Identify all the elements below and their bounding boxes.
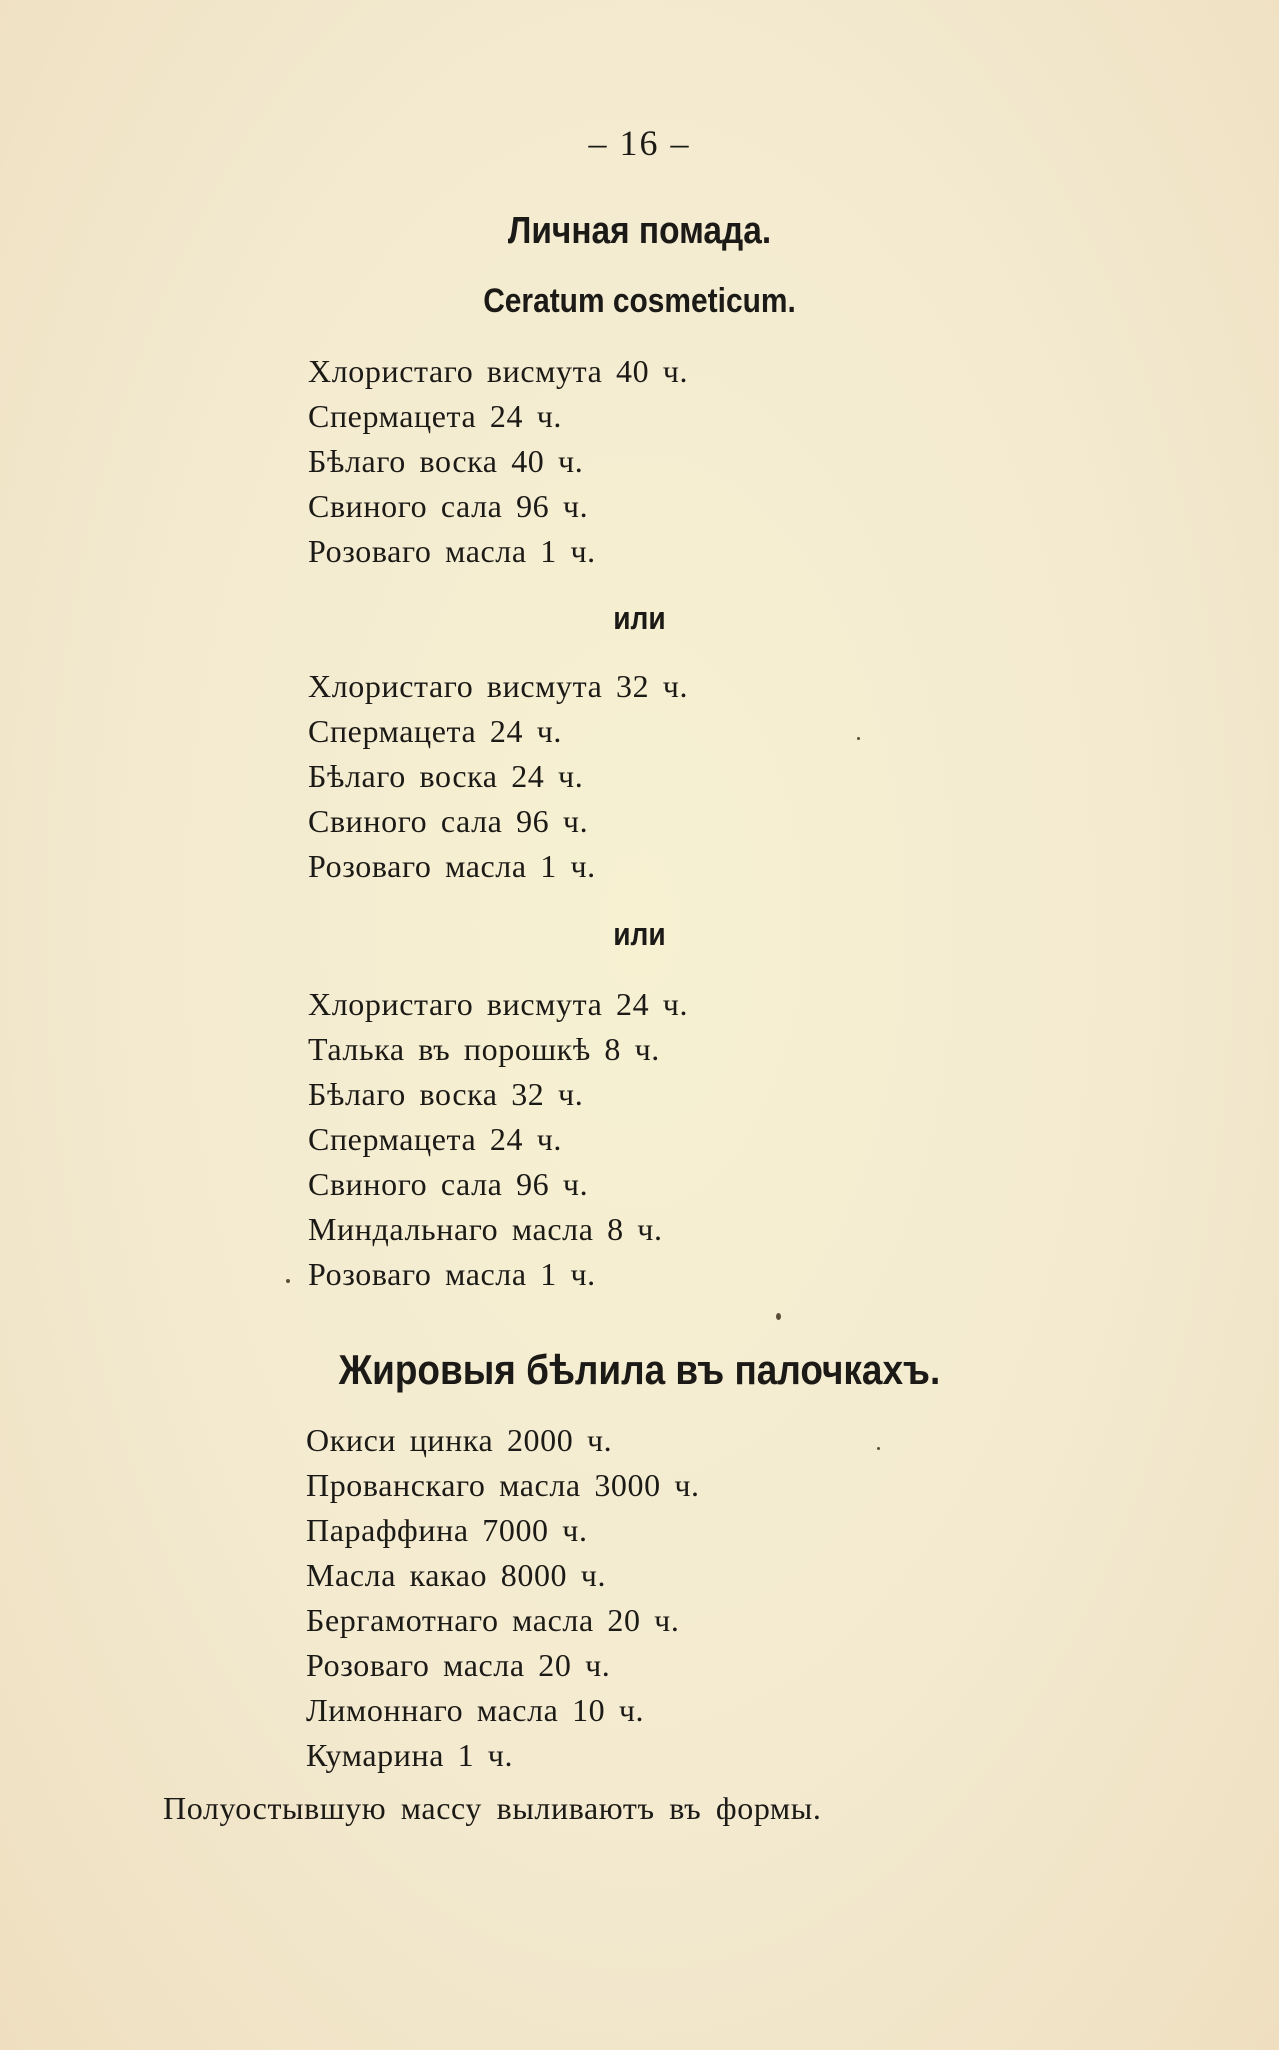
ingredient-line: Бѣлаго воска 32 ч. bbox=[308, 1076, 584, 1112]
or-divider: или bbox=[613, 916, 666, 952]
ingredient-line: Прованскаго масла 3000 ч. bbox=[306, 1467, 700, 1503]
recipe-list-2 bbox=[308, 664, 688, 889]
instruction-note: Полуостывшую массу выливаютъ въ формы. bbox=[163, 1790, 822, 1826]
or-divider: или bbox=[613, 600, 666, 636]
ingredient-line: Розоваго масла 20 ч. bbox=[306, 1647, 611, 1683]
ingredient-line: Параффина 7000 ч. bbox=[306, 1512, 588, 1548]
ingredient-line: Хлористаго висмута 40 ч. bbox=[308, 353, 689, 389]
ingredient-line: Миндальнаго масла 8 ч. bbox=[308, 1211, 663, 1247]
ingredient-line: Спермацета 24 ч. bbox=[308, 713, 563, 749]
recipe-list-3 bbox=[308, 982, 688, 1297]
page-number: – 16 – bbox=[588, 123, 691, 163]
ingredient-line: Лимоннаго масла 10 ч. bbox=[306, 1692, 645, 1728]
ingredient-line: Бергамотнаго масла 20 ч. bbox=[306, 1602, 680, 1638]
paper-speck bbox=[776, 1313, 781, 1320]
ingredient-line: Свиного сала 96 ч. bbox=[308, 1166, 589, 1202]
ingredient-line: Свиного сала 96 ч. bbox=[308, 488, 589, 524]
ingredient-line: Розоваго масла 1 ч. bbox=[308, 1256, 596, 1292]
paper-speck bbox=[286, 1279, 290, 1283]
ingredient-line: Спермацета 24 ч. bbox=[308, 398, 563, 434]
ingredient-line: Хлористаго висмута 32 ч. bbox=[308, 668, 689, 704]
ingredient-line: Окиси цинка 2000 ч. bbox=[306, 1422, 613, 1458]
ingredient-line: Бѣлаго воска 24 ч. bbox=[308, 758, 584, 794]
recipe-list-1 bbox=[308, 349, 688, 574]
paper-speck bbox=[877, 1447, 880, 1450]
recipe-list-4 bbox=[306, 1418, 700, 1778]
section-title-lichnaya-pomada: Личная помада. bbox=[507, 210, 772, 252]
ingredient-line: Бѣлаго воска 40 ч. bbox=[308, 443, 584, 479]
ingredient-line: Розоваго масла 1 ч. bbox=[308, 533, 596, 569]
paper-speck bbox=[857, 737, 860, 740]
section-title-zhirovyya-belila: Жировыя бѣлила въ палочкахъ. bbox=[338, 1346, 941, 1393]
ingredient-line: Спермацета 24 ч. bbox=[308, 1121, 563, 1157]
ingredient-line: Масла какао 8000 ч. bbox=[306, 1557, 607, 1593]
ingredient-line: Свиного сала 96 ч. bbox=[308, 803, 589, 839]
ingredient-line: Кумарина 1 ч. bbox=[306, 1737, 514, 1773]
ingredient-line: Хлористаго висмута 24 ч. bbox=[308, 986, 689, 1022]
ingredient-line: Розоваго масла 1 ч. bbox=[308, 848, 596, 884]
ingredient-line: Талька въ порошкѣ 8 ч. bbox=[308, 1031, 660, 1067]
section-subtitle-ceratum: Ceratum cosmeticum. bbox=[483, 282, 796, 320]
